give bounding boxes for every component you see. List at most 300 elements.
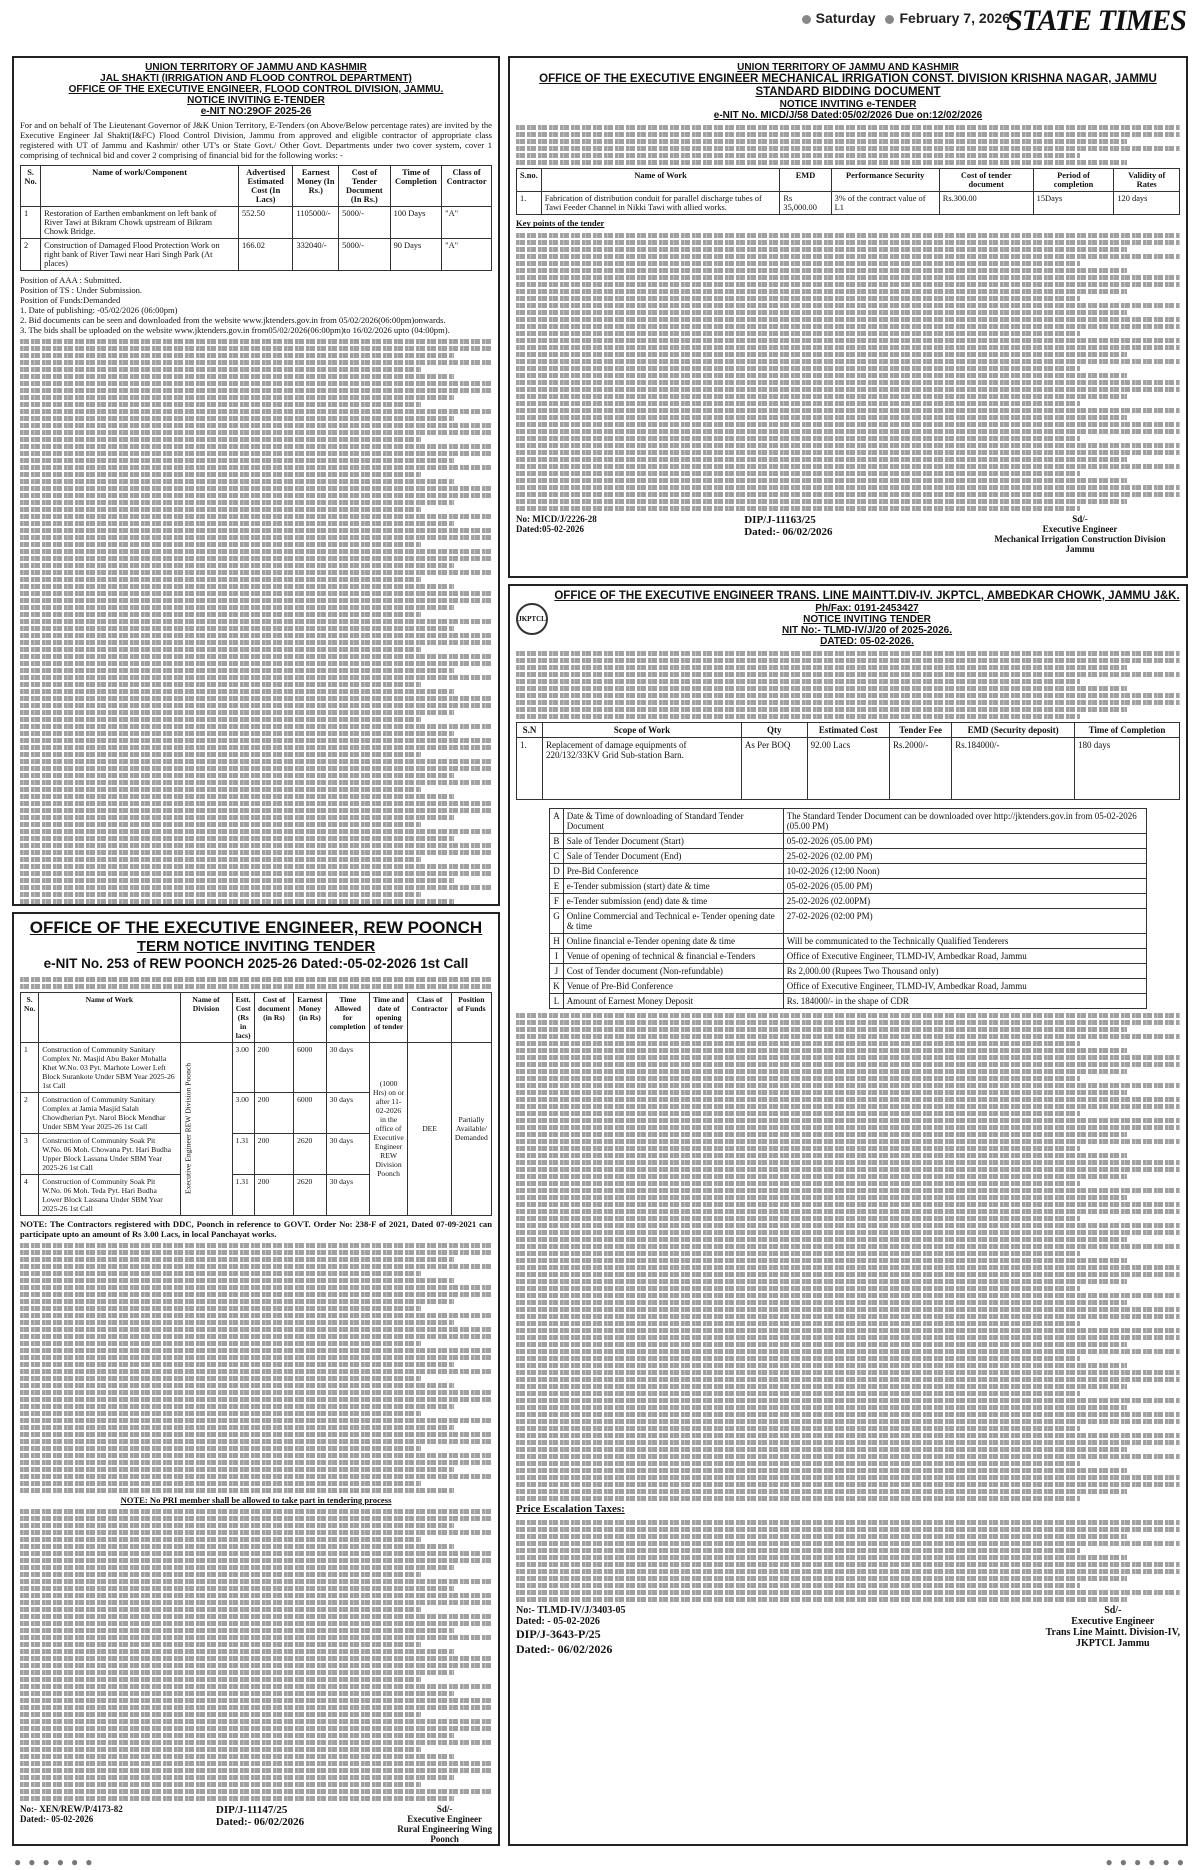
cell: 2 (21, 238, 41, 270)
cell: 6000 (294, 1042, 327, 1092)
fine-print-line (516, 1426, 1080, 1431)
fine-print-line (516, 1412, 1180, 1417)
ref-date: Dated:05-02-2026 (516, 523, 584, 534)
fine-print-line (516, 1195, 1127, 1200)
fine-print-line (516, 1356, 1080, 1361)
th: Performance Security (831, 169, 939, 192)
fine-print-line (516, 1244, 1180, 1249)
fine-print-line (516, 401, 1080, 406)
fine-print-line (20, 1404, 454, 1409)
fine-print-line (516, 1440, 1180, 1445)
cell: Rs.184000/- (952, 738, 1075, 800)
th: Name of Work (541, 169, 780, 192)
ad-jkptcl (508, 584, 1188, 1846)
fine-print-line (20, 850, 492, 855)
fine-print-line (20, 402, 421, 407)
fine-print-line (20, 605, 454, 610)
table-row (550, 894, 1147, 909)
fine-print-line (20, 731, 454, 736)
works-table (516, 168, 1180, 215)
fine-print-line (516, 345, 1180, 350)
th: Earnest Money (In Rs.) (293, 165, 339, 206)
cell: 15Days (1033, 192, 1114, 215)
fine-print-line (20, 759, 492, 764)
fine-print-line (516, 394, 1127, 399)
fine-print-line (20, 1446, 421, 1451)
fine-print-line (20, 549, 492, 554)
fine-print-line (516, 1527, 1180, 1532)
fine-print-line (20, 521, 454, 526)
th: Period of completion (1033, 169, 1114, 192)
th: Estt. Cost (Rs in lacs) (232, 992, 254, 1042)
cell: 180 days (1074, 738, 1179, 800)
fine-print-line (516, 672, 1180, 677)
table-row (550, 849, 1147, 864)
cell: 25-02-2026 (02.00PM) (783, 894, 1146, 909)
ad-line: e-NIT NO:29OF 2025-26 (200, 106, 312, 117)
fine-print-line (20, 1558, 492, 1563)
fine-print-line (516, 247, 1127, 252)
dip-date: Dated:- 06/02/2026 (215, 1816, 305, 1828)
cell: 25-02-2026 (02.00 PM) (783, 849, 1146, 864)
page-footer (0, 1852, 1200, 1869)
fine-print-line (516, 125, 1180, 130)
fine-print-line (20, 486, 492, 491)
fine-print-line (20, 1257, 454, 1262)
cell: 30 days (326, 1133, 369, 1174)
fine-print-line (20, 479, 454, 484)
fine-print-line (20, 654, 492, 659)
fine-print-line (20, 752, 421, 757)
fine-print-line (516, 1576, 1127, 1581)
ad-line: OFFICE OF THE EXECUTIVE ENGINEER, FLOOD CONTROL DIVISION, JAMMU. (68, 84, 444, 95)
fine-print-line (20, 640, 492, 645)
fine-print-line (516, 408, 1180, 413)
fine-print-line (516, 1237, 1127, 1242)
fine-print-line (20, 668, 454, 673)
cell: 92.00 Lacs (807, 738, 889, 800)
cell: 1 (21, 1042, 39, 1092)
fine-print-line (20, 458, 454, 463)
fine-print-line (20, 1607, 421, 1612)
cell: 1. (517, 192, 542, 215)
sign-office: Rural Engineering Wing (397, 1824, 492, 1834)
cell: Construction of Community Sanitary Complex at Jamia Masjid Salah Chowdherian Pyt. Narol Block Mendhar Under SBM Year 2025-26 1st Call (39, 1092, 180, 1133)
fine-print-line (20, 339, 492, 344)
fine-print-line (516, 1377, 1180, 1382)
cell: 30 days (326, 1174, 369, 1215)
fine-print-line (20, 465, 492, 470)
table-row (21, 238, 492, 270)
fine-print-line (516, 282, 1180, 287)
th: Scope of Work (543, 723, 742, 738)
sign-place: Poonch (430, 1834, 459, 1844)
fine-print-line (516, 1489, 1127, 1494)
fine-print-line (516, 1111, 1080, 1116)
fine-print-line (20, 563, 454, 568)
fine-print-line (20, 1467, 454, 1472)
fine-print-line (20, 1656, 492, 1661)
fine-print-line (20, 556, 492, 561)
cell: 5000/- (339, 238, 390, 270)
fine-print-line (20, 787, 421, 792)
fine-print-line (516, 1062, 1180, 1067)
fine-print-line (516, 254, 1180, 259)
fine-print-line (20, 1439, 492, 1444)
fine-print-line (20, 1719, 492, 1724)
point: 2. Bid documents can be seen and downloaded from the website www.jktenders.gov.in from 05/02/2026(06:00pm)onwards. (20, 315, 446, 326)
sign: Sd/- (1072, 513, 1088, 524)
fine-print-line (20, 1334, 492, 1339)
fine-print-line (516, 1475, 1180, 1480)
table-row (550, 879, 1147, 894)
cell: Amount of Earnest Money Deposit (563, 994, 783, 1009)
ref-no: No:- TLMD-IV/J/3403-05 (516, 1605, 626, 1617)
table-row (550, 949, 1147, 964)
fine-print-line (20, 724, 492, 729)
fine-print-line (516, 160, 1127, 165)
dip-no: DIP/J-3643-P/25 (516, 1627, 601, 1642)
schedule-table (549, 808, 1147, 1009)
fine-print-line (20, 773, 454, 778)
th: Class of Contractor (442, 165, 492, 206)
fine-print-line (20, 591, 492, 596)
fine-print-line (20, 1768, 492, 1773)
fine-print-line (20, 1432, 492, 1437)
cell: F (550, 894, 564, 909)
fine-print-line (20, 1348, 492, 1353)
fine-print-line (516, 1363, 1127, 1368)
fine-print (20, 1243, 492, 1493)
cell: Construction of Community Sanitary Complex Nr. Masjid Abu Baker Mohalla Khet W.No. 03 Pyt. Marhote Lower Left Block Surankote Under SBM Year 2025-26 1st Call (39, 1042, 180, 1092)
fine-print-line (20, 1411, 421, 1416)
fine-print-line (516, 146, 1180, 151)
fine-print-line (516, 1118, 1180, 1123)
cell: Venue of opening of technical & financial e-Tenders (563, 949, 783, 964)
cell: 100 Days (390, 206, 442, 238)
ad-flood-control (12, 56, 500, 906)
fine-print-line (20, 395, 454, 400)
fine-print-line (20, 1698, 492, 1703)
fine-print-line (20, 1579, 492, 1584)
cell: G (550, 909, 564, 934)
cell: 6000 (294, 1092, 327, 1133)
fine-print-line (516, 303, 1180, 308)
cell: 27-02-2026 (02:00 PM) (783, 909, 1146, 934)
jkptcl-logo-icon: JKPTCL (516, 603, 548, 635)
fine-print-line (516, 1482, 1180, 1487)
cell: Pre-Bid Conference (563, 864, 783, 879)
fine-print-line (516, 700, 1180, 705)
cell: 3% of the contract value of L1 (831, 192, 939, 215)
fine-print-line (20, 1523, 454, 1528)
fine-print-line (20, 388, 492, 393)
positions (20, 275, 492, 336)
fine-print-line (516, 1223, 1180, 1228)
fine-print-line (516, 429, 1180, 434)
fine-print-line (20, 423, 492, 428)
cell: Cost of Tender document (Non-refundable) (563, 964, 783, 979)
cell: 1. (517, 738, 543, 800)
fine-print-line (20, 1516, 492, 1521)
pri-note: NOTE: No PRI member shall be allowed to take part in tendering process (120, 1494, 392, 1505)
fine-print-line (20, 766, 492, 771)
fine-print-line (20, 535, 492, 540)
fine-print-line (516, 1083, 1180, 1088)
th: Time Allowed for completion (326, 992, 369, 1042)
fine-print-line (516, 464, 1180, 469)
cell: (1000 Hrs) on or after 11-02-2026 in the office of Executive Engineer REW Division Poonch (369, 1042, 408, 1215)
fine-print-line (516, 331, 1080, 336)
issue-date: Saturday February 7, 2026 (796, 10, 1010, 26)
ad-line: NOTICE INVITING e-TENDER (779, 99, 917, 111)
fine-print-line (20, 745, 492, 750)
cell: 3.00 (232, 1042, 254, 1092)
fine-print-line (516, 1555, 1127, 1560)
cell: 2620 (294, 1174, 327, 1215)
ref-date: Dated:- 05-02-2026 (20, 1814, 94, 1824)
fine-print-line (516, 338, 1180, 343)
fine-print-line (516, 1349, 1180, 1354)
ad-line: NIT No:- TLMD-IV/J/20 of 2025-2026. (781, 625, 953, 637)
fine-print-line (20, 626, 454, 631)
fine-print-line (516, 1496, 1080, 1501)
fine-print-line (516, 1041, 1080, 1046)
fine-print (516, 1520, 1180, 1602)
cell: 1.31 (232, 1133, 254, 1174)
fine-print-line (20, 1642, 421, 1647)
fine-print-line (20, 409, 492, 414)
ad-line: Ph/Fax: 0191-2453427 (815, 603, 919, 615)
ad-line: e-NIT No. MICD/J/58 Dated:05/02/2026 Due on:12/02/2026 (713, 110, 983, 122)
th: Time of Completion (1074, 723, 1179, 738)
table-row (21, 1042, 492, 1092)
fine-print-line (20, 1362, 454, 1367)
works-table (20, 165, 492, 271)
th: EMD (Security deposit) (952, 723, 1075, 738)
fine-print-line (516, 478, 1127, 483)
cell: Sale of Tender Document (End) (563, 849, 783, 864)
intro-text: For and on behalf of The Lieutenant Governor of J&K Union Territory, E-Tenders (on Above/Below percentage rates) are invited by the Executive Engineer Jal Shakti(I&FC) Flood Control Division, Jammu from approved and eligible contractor of appropriate class registered with UT of Jammu and Kashmir/ other UT's or State Govt./ Other Govt. Departments under two cover system, cover 1 comprising of technical bid and cover 2 comprising of financial bid for the following works: - (20, 120, 492, 161)
fine-print-line (20, 444, 492, 449)
cell: C (550, 849, 564, 864)
fine-print-line (516, 1230, 1180, 1235)
fine-print (20, 339, 492, 906)
ad-line: TERM NOTICE INVITING TENDER (136, 938, 376, 956)
fine-print-line (20, 577, 421, 582)
sign-title: Executive Engineer (407, 1814, 483, 1824)
fine-print-line (516, 1216, 1080, 1221)
fine-print-line (20, 1397, 492, 1402)
fine-print-line (516, 1583, 1080, 1588)
fine-print-line (20, 1481, 421, 1486)
cell: Construction of Community Soak Pit W.No. 06 Moh. Teda Pyt. Hari Budha Lower Block Lassana Under SBM Year 2025-26 1st Call (39, 1174, 180, 1215)
fine-print-line (20, 346, 492, 351)
cell: 120 days (1114, 192, 1180, 215)
fine-print-line (20, 1425, 454, 1430)
fine-print-line (516, 450, 1180, 455)
dip-no: DIP/J-11147/25 (215, 1804, 288, 1816)
th: Name of work/Component (41, 165, 239, 206)
fine-print-line (20, 1761, 492, 1766)
cell: A (550, 809, 564, 834)
ad-rew-poonch (12, 912, 500, 1846)
fine-print-line (20, 1264, 492, 1269)
fine-print-line (516, 415, 1127, 420)
fine-print-line (516, 714, 1080, 719)
fine-print-line (516, 1167, 1180, 1172)
fine-print-line (20, 829, 492, 834)
fine-print-line (20, 1243, 492, 1248)
fine-print-line (20, 1621, 492, 1626)
cell: H (550, 934, 564, 949)
fine-print-line (516, 1146, 1080, 1151)
cell: 1105000/- (293, 206, 339, 238)
cell: 200 (254, 1092, 293, 1133)
fine-print-line (516, 1048, 1127, 1053)
cell: 552.50 (238, 206, 292, 238)
fine-print-line (516, 1562, 1180, 1567)
ad-line: OFFICE OF THE EXECUTIVE ENGINEER TRANS. LINE MAINTT.DIV-IV. JKPTCL, AMBEDKAR CHOWK, JAMMU J&K. (554, 590, 1180, 602)
fine-print-line (516, 1209, 1180, 1214)
ad-mechanical-irrigation (508, 56, 1188, 578)
fine-print-line (516, 310, 1127, 315)
works-table (20, 992, 492, 1216)
fine-print-line (516, 471, 1080, 476)
cell: Office of Executive Engineer, TLMD-IV, Ambedkar Road, Jammu (783, 979, 1146, 994)
fine-print-line (516, 1405, 1127, 1410)
sign-title: Executive Engineer (1042, 523, 1118, 534)
fine-print-line (516, 651, 1180, 656)
fine-print-line (20, 1488, 454, 1493)
fine-print-line (516, 1534, 1127, 1539)
fine-print-line (516, 1370, 1180, 1375)
fine-print-line (20, 437, 421, 442)
fine-print-line (20, 1775, 454, 1780)
fine-print-line (20, 1313, 492, 1318)
sign-office: Mechanical Irrigation Construction Division Jammu (994, 533, 1166, 554)
cell: Venue of Pre-Bid Conference (563, 979, 783, 994)
fine-print-line (20, 507, 421, 512)
sign-office: Trans Line Maintt. Division-IV, (1045, 1627, 1180, 1639)
cell: 10-02-2026 (12:00 Noon) (783, 864, 1146, 879)
fine-print-line (20, 1712, 421, 1717)
fine-print-line (516, 233, 1180, 238)
fine-print-line (20, 381, 492, 386)
fine-print-line (516, 1076, 1080, 1081)
table-header (21, 992, 492, 1042)
cell: K (550, 979, 564, 994)
ref-no: No: MICD/J/2226-28 (516, 513, 597, 524)
fine-print-line (20, 703, 492, 708)
position-ts: Position of TS : Under Submission. (20, 284, 143, 295)
cell: 200 (254, 1042, 293, 1092)
cell: Rs. 184000/- in the shape of CDR (783, 994, 1146, 1009)
fine-print-line (20, 1754, 454, 1759)
fine-print-line (20, 977, 492, 982)
cell: 200 (254, 1174, 293, 1215)
cell: Will be communicated to the Technically Qualified Tenderers (783, 934, 1146, 949)
cell: B (550, 834, 564, 849)
fine-print-line (516, 492, 1180, 497)
fine-print-line (516, 1335, 1180, 1340)
fine-print-line (516, 317, 1180, 322)
cell: The Standard Tender Document can be downloaded over http://jktenders.gov.in from 05-02-2026 (05.00 PM) (783, 809, 1146, 834)
fine-print-line (20, 1299, 454, 1304)
cell: 30 days (326, 1092, 369, 1133)
fine-print-line (20, 1327, 492, 1332)
fine-print-line (516, 1251, 1080, 1256)
ad-line: STANDARD BIDDING DOCUMENT (755, 86, 941, 99)
fine-print-line (20, 493, 492, 498)
cell: Restoration of Earthen embankment on left bank of River Tawi at Bikram Chowk upstream of Bikram Chowk Bridge. (41, 206, 239, 238)
fine-print (516, 233, 1180, 511)
fine-print-line (516, 1307, 1180, 1312)
fine-print-line (20, 1418, 492, 1423)
cell: DEE (408, 1042, 451, 1215)
fine-print-line (20, 612, 421, 617)
cell: 2 (21, 1092, 39, 1133)
fine-print-line (20, 682, 421, 687)
sign: Sd/- (436, 1804, 453, 1814)
fine-print-line (20, 1740, 492, 1745)
fine-print-line (20, 619, 492, 624)
cell: 332040/- (293, 238, 339, 270)
ad-line: OFFICE OF THE EXECUTIVE ENGINEER, REW POONCH (29, 918, 483, 937)
th: Qty (741, 723, 807, 738)
fine-print-line (20, 1341, 421, 1346)
fine-print-line (516, 1279, 1127, 1284)
fine-print-line (20, 1572, 421, 1577)
fine-print-line (516, 1202, 1180, 1207)
fine-print-line (20, 1782, 421, 1787)
cell: Executive Engineer REW Division Poonch (180, 1042, 232, 1215)
fine-print-line (516, 1153, 1127, 1158)
fine-print-line (516, 1384, 1127, 1389)
cell: 1.31 (232, 1174, 254, 1215)
fine-print-line (516, 1020, 1180, 1025)
fine-print-line (516, 1132, 1127, 1137)
fine-print-line (516, 275, 1180, 280)
ad-line: UNION TERRITORY OF JAMMU AND KASHMIR (145, 62, 367, 73)
cell: I (550, 949, 564, 964)
fine-print-line (516, 373, 1127, 378)
fine-print-line (20, 1565, 454, 1570)
fine-print-line (516, 1468, 1127, 1473)
fine-print-line (20, 1278, 454, 1283)
th: Tender Fee (889, 723, 951, 738)
fine-print-line (20, 1509, 492, 1514)
fine-print-line (516, 457, 1127, 462)
point: 3. The bids shall be uploaded on the website www.jktenders.gov.in from05/02/2026(06:00pm)to 16/02/2026 upto (04:00pm). (20, 325, 450, 336)
fine-print-line (516, 422, 1180, 427)
fine-print-line (20, 864, 492, 869)
works-table (516, 722, 1180, 800)
ad-line: e-NIT No. 253 of REW POONCH 2025-26 Dated:-05-02-2026 1st Call (43, 956, 469, 972)
fine-print-line (516, 1125, 1180, 1130)
th: S.no. (517, 169, 542, 192)
fine-print-line (516, 1069, 1127, 1074)
fine-print-line (516, 1342, 1127, 1347)
ad-line: OFFICE OF THE EXECUTIVE ENGINEER MECHANICAL IRRIGATION CONST. DIVISION KRISHNA NAGAR, JAMMU (539, 73, 1157, 85)
fine-print-line (20, 1453, 492, 1458)
fine-print-line (516, 1272, 1180, 1277)
fine-print-line (516, 1174, 1127, 1179)
footer-dots-icon: ● ● ● ● ● ● (1105, 1855, 1186, 1869)
fine-print-line (20, 1705, 492, 1710)
cell: e-Tender submission (start) date & time (563, 879, 783, 894)
cell: Rs.300.00 (939, 192, 1033, 215)
